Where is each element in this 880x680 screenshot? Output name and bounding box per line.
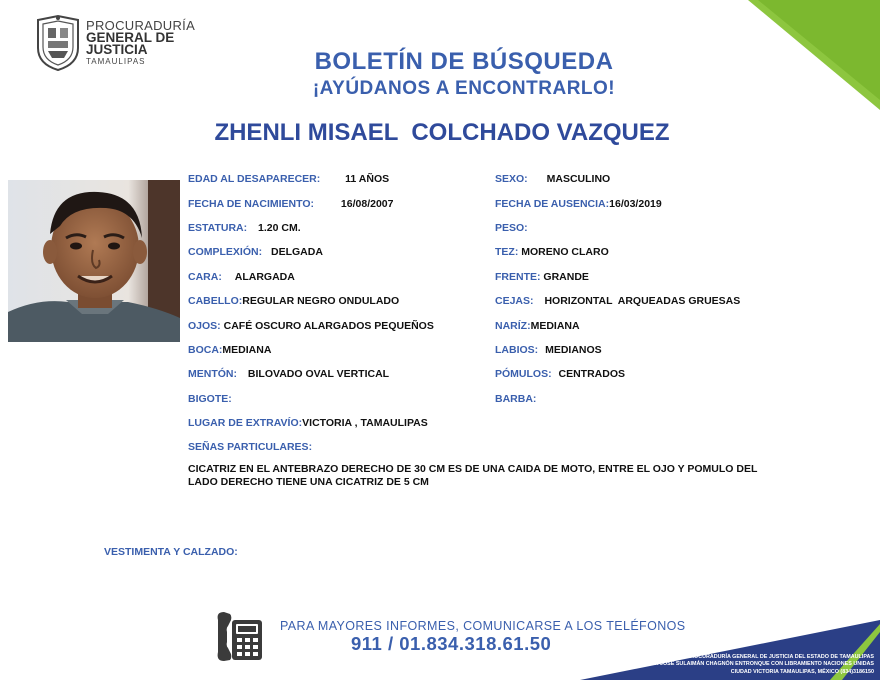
- menton-label: MENTÓN:: [188, 368, 237, 380]
- senas-label: SEÑAS PARTICULARES:: [188, 441, 313, 453]
- extravio-label: LUGAR DE EXTRAVÍO:: [188, 417, 303, 429]
- cara-label: CARA:: [188, 271, 222, 283]
- field-cabello: [188, 295, 399, 307]
- labios-value: MEDIANOS: [545, 344, 602, 356]
- contact-info-text: PARA MAYORES INFORMES, COMUNICARSE A LOS TELÉFONOS: [280, 619, 686, 633]
- logo-line-justicia: JUSTICIA: [86, 42, 148, 57]
- nacimiento-value: 16/08/2007: [340, 198, 394, 210]
- missing-person-name: ZHENLI MISAEL COLCHADO VAZQUEZ: [214, 119, 670, 146]
- logo-line-tamaulipas: TAMAULIPAS: [86, 57, 146, 66]
- estatura-label: ESTATURA:: [188, 222, 248, 234]
- cabello-label: CABELLO:: [188, 295, 243, 307]
- logo-line-general: GENERAL DE: [86, 30, 175, 45]
- vestimenta-label: VESTIMENTA Y CALZADO:: [104, 546, 238, 558]
- footer-line-3: CIUDAD VICTORIA TAMAULIPAS, MÉXICO (834)3186150: [730, 668, 874, 675]
- ojos-label: OJOS:: [188, 320, 221, 332]
- footer-line-1: PROCURADURÍA GENERAL DE JUSTICIA DEL ESTADO DE TAMAULIPAS: [686, 653, 874, 660]
- ausencia-value: 16/03/2019: [609, 198, 662, 210]
- menton-value: BILOVADO OVAL VERTICAL: [247, 368, 390, 380]
- cabello-value: REGULAR NEGRO ONDULADO: [242, 295, 400, 307]
- frente-label: FRENTE:: [495, 271, 541, 283]
- pomulos-label: PÓMULOS:: [495, 368, 552, 380]
- cejas-value: HORIZONTAL ARQUEADAS GRUESAS: [544, 295, 741, 307]
- field-senas: [188, 441, 312, 453]
- field-complexion: [188, 246, 323, 258]
- cara-value: ALARGADA: [234, 271, 295, 283]
- field-ausencia: [495, 198, 662, 210]
- field-nariz: [495, 320, 580, 332]
- nariz-label: NARÍZ:: [495, 320, 531, 332]
- pomulos-value: CENTRADOS: [558, 368, 626, 380]
- field-ojos: [188, 320, 434, 332]
- field-peso: [495, 222, 528, 234]
- ausencia-label: FECHA DE AUSENCIA:: [495, 198, 610, 210]
- field-frente: [495, 271, 589, 283]
- barba-label: BARBA:: [495, 393, 537, 405]
- extravio-value: VICTORIA , TAMAULIPAS: [302, 417, 428, 429]
- estatura-value: 1.20 CM.: [258, 222, 301, 234]
- edad-value: 11 AÑOS: [345, 173, 390, 185]
- field-boca: [188, 344, 271, 356]
- nariz-value: MEDIANA: [530, 320, 580, 332]
- ojos-value: CAFÉ OSCURO ALARGADOS PEQUEÑOS: [223, 320, 434, 332]
- footer-line-2: AV. JOSÉ SULAIMÁN CHAGNÓN ENTRONQUE CON LIBRAMIENTO NACIONES UNIDAS: [650, 661, 874, 667]
- footer-address: [650, 654, 874, 677]
- telephone-icon: [214, 610, 266, 662]
- field-bigote: [188, 393, 232, 405]
- bulletin-title: BOLETÍN DE BÚSQUEDA: [314, 48, 614, 75]
- field-labios: [495, 344, 602, 356]
- sexo-label: SEXO:: [495, 173, 528, 185]
- field-edad: [188, 173, 389, 185]
- boca-value: MEDIANA: [222, 344, 272, 356]
- field-extravio: [188, 417, 428, 429]
- field-cara: [188, 271, 295, 283]
- bulletin-subtitle: ¡AYÚDANOS A ENCONTRARLO!: [312, 78, 616, 99]
- senas-particulares-text: CICATRIZ EN EL ANTEBRAZO DERECHO DE 30 CM ES DE UNA CAIDA DE MOTO, ENTRE EL OJO Y POMULO DEL LADO DERECHO TIENE UNA CICATRIZ DE 5 CM: [188, 463, 758, 488]
- nacimiento-label: FECHA DE NACIMIENTO:: [188, 198, 314, 210]
- complexion-label: COMPLEXIÓN:: [188, 246, 263, 258]
- complexion-value: DELGADA: [271, 246, 323, 258]
- field-barba: [495, 393, 536, 405]
- cejas-label: CEJAS:: [495, 295, 534, 307]
- frente-value: GRANDE: [543, 271, 589, 283]
- field-menton: [188, 368, 389, 380]
- field-sexo: [495, 173, 610, 185]
- peso-label: PESO:: [495, 222, 528, 234]
- labios-label: LABIOS:: [495, 344, 539, 356]
- field-cejas: [495, 295, 740, 307]
- logo-line-procuraduria: PROCURADURÍA: [86, 18, 196, 33]
- field-pomulos: [495, 368, 625, 380]
- bigote-label: BIGOTE:: [188, 393, 232, 405]
- field-nacimiento: [188, 198, 393, 210]
- field-tez: [495, 246, 609, 258]
- tez-value: MORENO CLARO: [521, 246, 609, 258]
- edad-label: EDAD AL DESAPARECER:: [188, 173, 321, 185]
- sexo-value: MASCULINO: [546, 173, 611, 185]
- boca-label: BOCA:: [188, 344, 223, 356]
- missing-person-photo: [8, 180, 180, 342]
- field-estatura: [188, 222, 301, 234]
- tez-label: TEZ:: [495, 246, 519, 258]
- contact-phone-numbers: 911 / 01.834.318.61.50: [351, 633, 552, 654]
